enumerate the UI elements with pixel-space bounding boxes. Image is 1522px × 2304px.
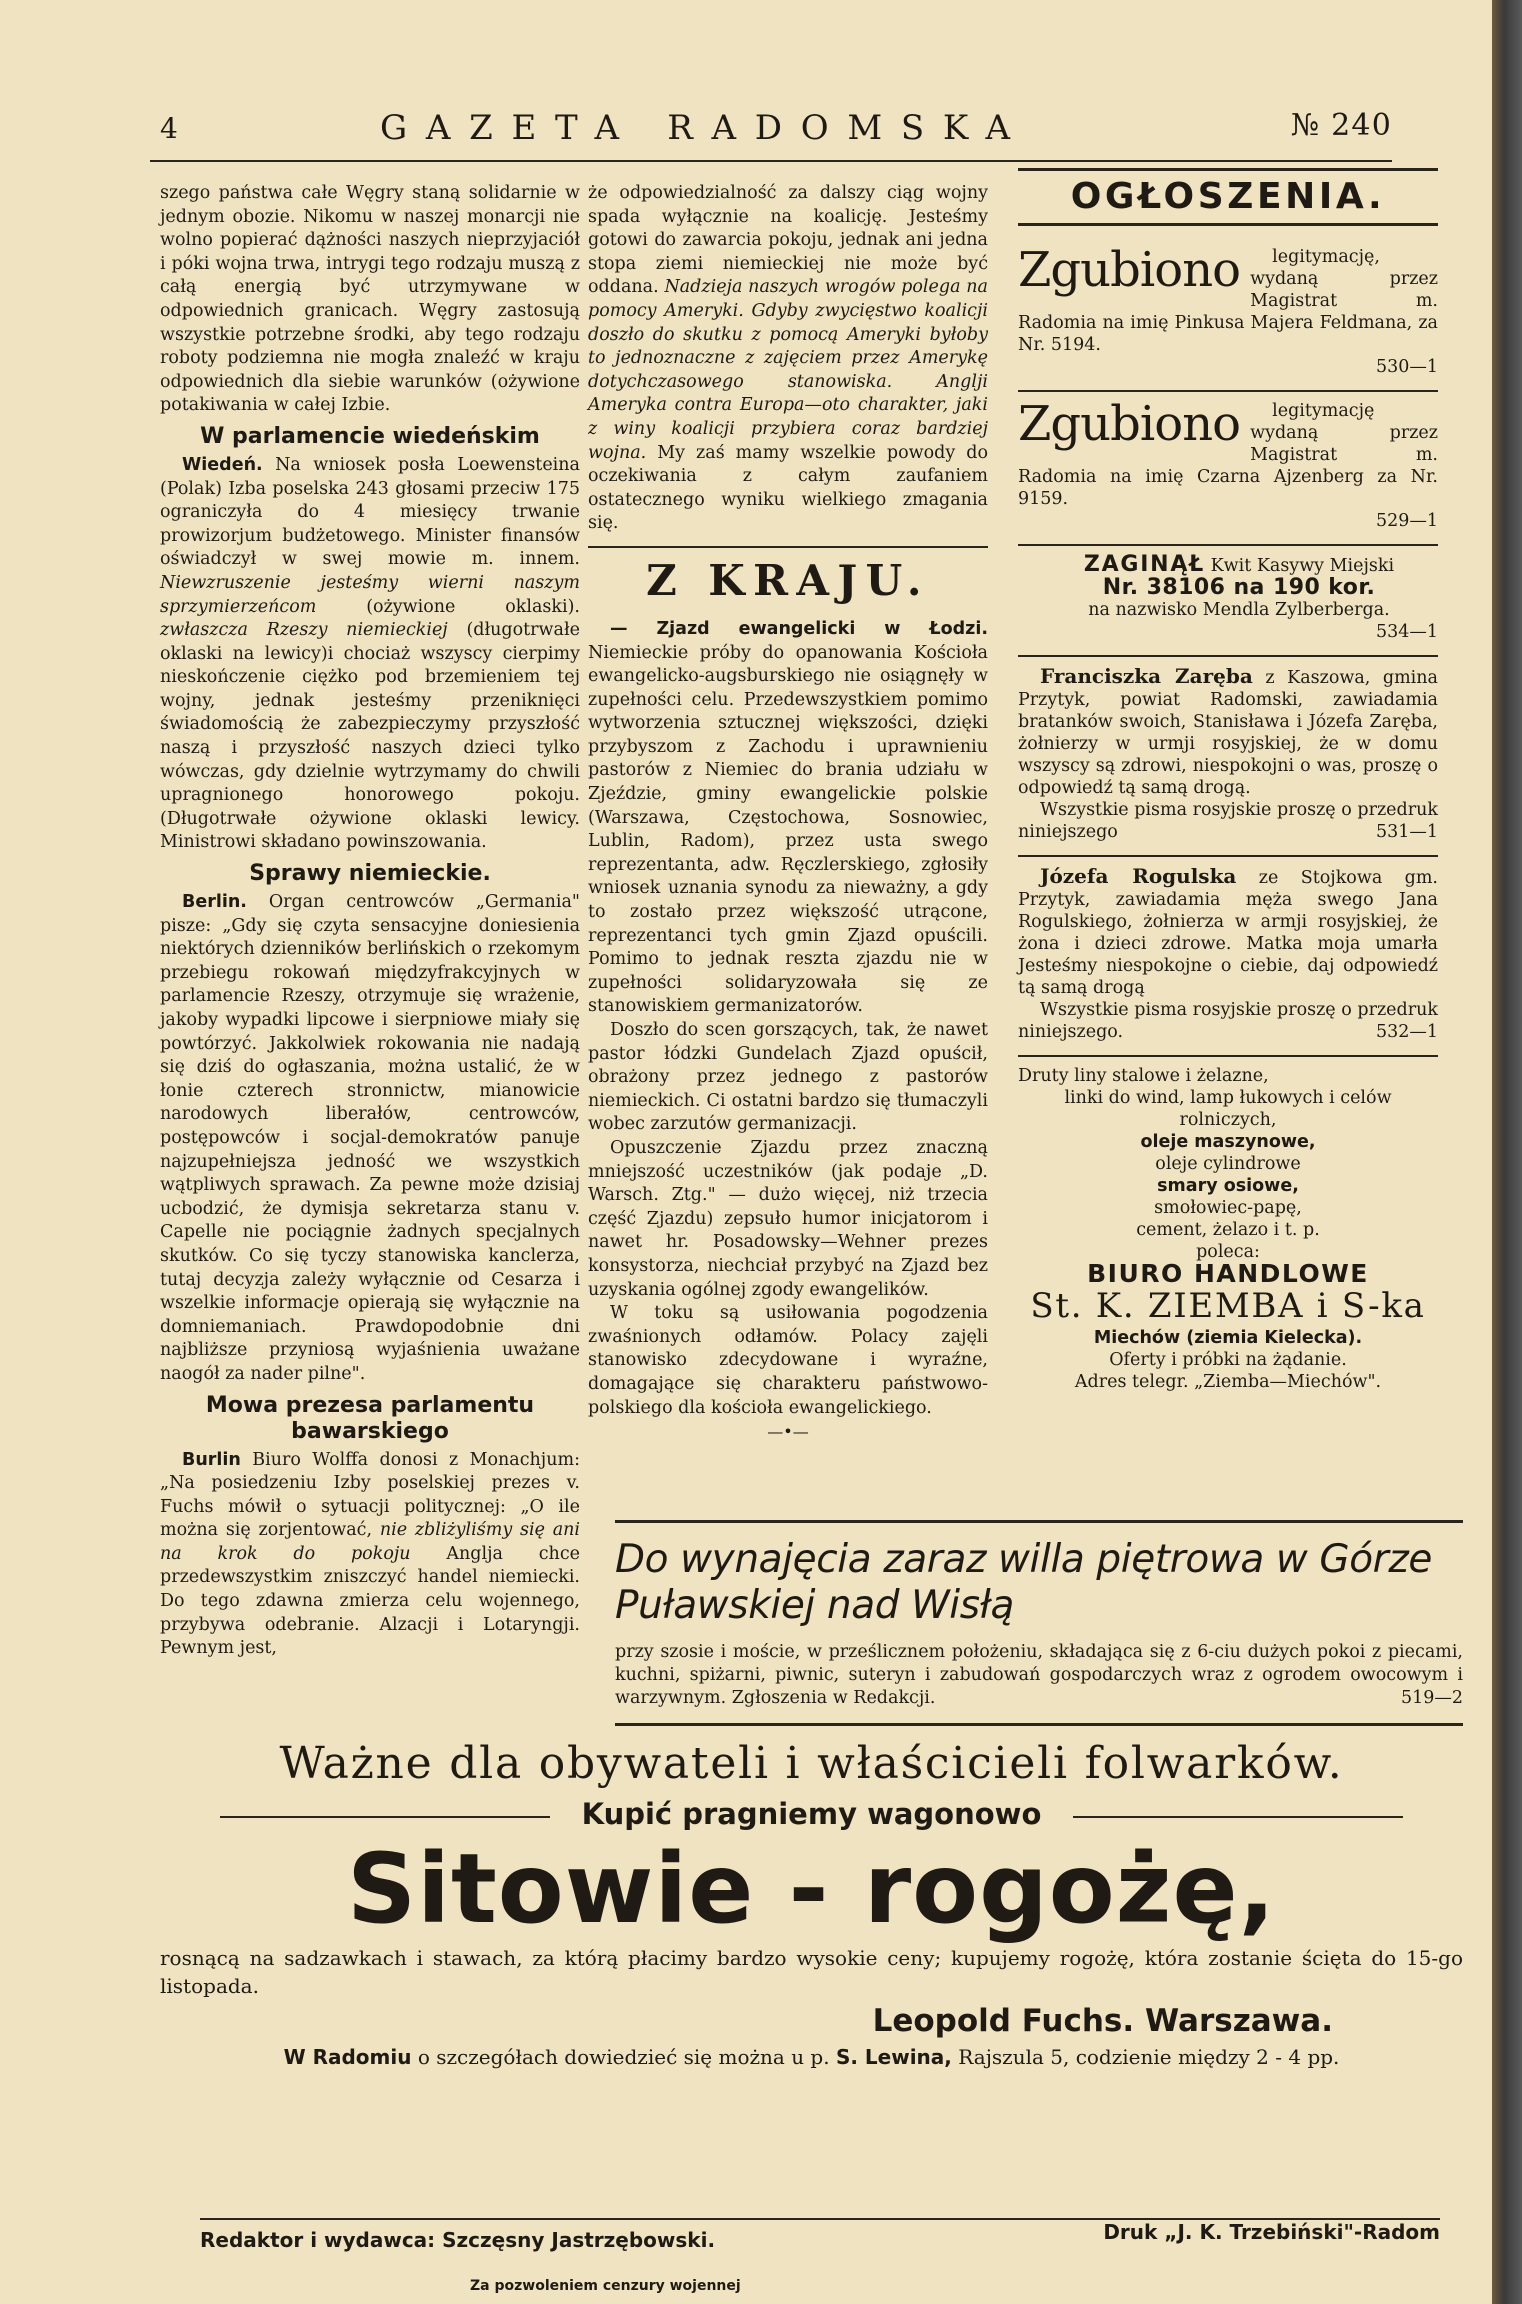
ad-family-notice-2: Józefa Rogulska ze Stojkowa gm. Przytyk, zawiadamia męża swego Jana Rogulskiego, żołnierza w armji rosyjskiej, że żona i dzieci zdrowe. Matka moja umarła Jesteśmy niespokojne o ciebie, daj odpowiedź tą samą drogą Wszystkie pisma rosyjskie proszę o przedruk niniejszego. 532—1 bbox=[1018, 857, 1438, 1057]
article-continuation: szego państwa całe Węgry staną solidarnie w jednym obozie. Nikomu w naszej monarcji nie wolno popierać dążności naszych nieprzyjaciół i póki wojna trwa, intrygi tego rodzaju muszą z całą energią być utrzymywane w odpowiednich granicach. Węgry zastosują wszystkie potrzebne środki, aby tego rodzaju roboty podziemna nie mogła znaleźć w kraju odpowiednich dla siebie warunków (ożywione potakiwania w całej Izbie. bbox=[160, 183, 580, 416]
section-title-parliament-vienna: W parlamencie wiedeńskim bbox=[200, 423, 540, 449]
ad-sitowie-headline: Sitowie - rogożę, bbox=[346, 1833, 1277, 1945]
article-paragraph: W toku są usiłowania pogodzenia zwaśnionych odłamów. Polacy zajęli stanowisko zdecydowane i wyraźne, domagające się charakteru państwowo-polskiego dla kościoła ewangelickiego. bbox=[588, 1303, 988, 1418]
printer-credit: Druk „J. K. Trzebiński"-Radom bbox=[1103, 2220, 1440, 2244]
ad-biuro-handlowe: Druty liny stalowe i żelazne, linki do wind, lamp łukowych i celów rolniczych, oleje maszynowe, oleje cylindrowe smary osiowe, smołowiec-papę, cement, żelazo i t. p. poleca: BIURO HANDLOWE St. K. ZIEMBA i S-ka Miechów (ziemia Kielecka). Oferty i próbki na żądanie. Adres telegr. „Ziemba—Miechów". bbox=[1018, 1057, 1438, 1405]
dateline: — Zjazd ewangelicki w Łodzi. bbox=[610, 618, 988, 639]
masthead: GAZETA RADOMSKA bbox=[380, 108, 1029, 148]
ad-firm-name: St. K. ZIEMBA i S-ka bbox=[1030, 1286, 1426, 1326]
ads-title: OGŁOSZENIA. bbox=[1018, 168, 1438, 226]
editor-credit: Redaktor i wydawca: Szczęsny Jastrzębowski. bbox=[200, 2228, 716, 2252]
ad-sitowie-header: Ważne dla obywateli i właścicieli folwarków. bbox=[279, 1738, 1344, 1789]
ad-villa-rental: Do wynajęcia zaraz willa piętrowa w Górze Puławskiej nad Wisłą przy szosie i moście, w prześlicznem położeniu, składająca się z 6-ciu dużych pokoi z piecami, kuchni, spiżarni, piwnic, suteryn i zabudowań gospodarczych wraz z ogrodem owocowym i warzywnym. Zgłoszenia w Redakcji. 519—2 bbox=[615, 1520, 1463, 1726]
ad-lost-document-2: Zgubiono legitymację wydaną przez Magistrat m. Radomia na imię Czarna Ajzenberg za Nr. 9159. 529—1 bbox=[1018, 392, 1438, 546]
ad-lost-document-1: Zgubiono legitymację, wydaną przez Magistrat m. Radomia na imię Pinkusa Majera Feldmana, za Nr. 5194. 530—1 bbox=[1018, 238, 1438, 392]
ad-headline: Zgubiono bbox=[1018, 242, 1241, 298]
end-mark: —•— bbox=[767, 1422, 809, 1442]
article-paragraph: Burlin Biuro Wolffa donosi z Monachjum: „Na posiedzeniu Izby poselskiej prezes v. Fuchs mówił o sytuacji politycznej: „O ile można się zorjentować, nie zbliżyliśmy się ani na krok do pokoju Anglja chce przedewszystkim zniszczyć handel niemiecki. Do tego zdawna zmierza celu wojennego, przybywa odebranie. Alzacji i Lotaryngji. Pewnym jest, bbox=[160, 1449, 580, 1659]
ad-lost-receipt: ZAGINĄŁ Kwit Kasywy Miejski Nr. 38106 na 190 kor. na nazwisko Mendla Zylberberga. 534—1 bbox=[1018, 546, 1438, 657]
page-number: 4 bbox=[160, 112, 182, 145]
censor-note: Za pozwoleniem cenzury wojennej bbox=[470, 2278, 741, 2294]
column-2 bbox=[588, 182, 988, 1444]
article-continuation: że odpowiedzialność za dalszy ciąg wojny spada wyłącznie na koalicję. Jesteśmy gotowi do zawarcia pokoju, jednak ani jedna stopa ziemi niemieckiej nie może być oddana. Nadzieja naszych wrogów polega na pomocy Ameryki. Gdyby zwycięstwo koalicji doszło do skutku z pomocą Ameryki byłoby to jednoznaczne z zajęciem przez Amerykę dotychczasowego stanowiska. Anglji Ameryka contra Europa—oto charakter, jaki z winy koalicji przybiera coraz bardziej wojna. My zaś mamy wszelkie powody do oczekiwania z całym zaufaniem ostatecznego wyniku wielkiego zmagania się. bbox=[588, 183, 988, 534]
section-title-german-affairs: Sprawy niemieckie. bbox=[249, 861, 491, 887]
article-paragraph: Opuszczenie Zjazdu przez znaczną mniejszość uczestników (jak podaje „D. Warsch. Ztg." — dużo więcej, niż trzecia część Zjazdu) zepsuło humor inicjatorom i nawet hr. Posadowsky—Wehner prezes konsystorza, niechciał przybyć na Zjazd bez uzyskania ogólnej zgody ewangelików. bbox=[588, 1137, 988, 1300]
dateline: Burlin bbox=[182, 1449, 241, 1470]
ad-sitowie-company: Leopold Fuchs. Warszawa. bbox=[872, 2003, 1333, 2039]
ad-headline: ZAGINĄŁ bbox=[1083, 552, 1205, 577]
ad-villa-headline: Do wynajęcia zaraz willa piętrowa w Górze Puławskiej nad Wisłą bbox=[615, 1537, 1433, 1628]
ad-number: 519—2 bbox=[1400, 1688, 1463, 1708]
ad-biuro-title: BIURO HANDLOWE bbox=[1087, 1259, 1369, 1288]
ad-number: 529—1 bbox=[1375, 511, 1438, 531]
ad-sitowie-contact: W Radomiu o szczegółach dowiedzieć się można u p. S. Lewina, Rajszula 5, codzienie między 2 - 4 pp. bbox=[283, 2045, 1340, 2069]
section-title-z-kraju: Z KRAJU. bbox=[646, 555, 930, 605]
book-spine bbox=[1492, 0, 1522, 2304]
column-3-ads bbox=[1018, 168, 1438, 1405]
dateline: Berlin. bbox=[182, 892, 247, 913]
ad-number: 534—1 bbox=[1375, 622, 1438, 642]
dateline: Wiedeń. bbox=[182, 454, 263, 475]
ad-family-notice-1: Franciszka Zaręba z Kaszowa, gmina Przytyk, powiat Radomski, zawiadamia bratanków swoich, Stanisława i Józefa Zaręba, żołnierzy w urmji rosyjskiej, że w domu wszyscy są zdrowi, niespokojni o was, proszę o odpowiedź tą samą drogą. Wszystkie pisma rosyjskie proszę o przedruk niniejszego 531—1 bbox=[1018, 657, 1438, 857]
header-rule bbox=[150, 160, 1392, 162]
article-paragraph: — Zjazd ewangelicki w Łodzi. Niemieckie próby do opanowania Kościoła ewangelicko-augsburskiego nie osiągnęły w zupełności celu. Przedewszystkiem pomimo wytworzenia sztucznej większości, dzięki przybyszom z Zachodu i uprawnieniu pastorów z Niemiec do brania udziału w Zjeździe, gminy ewangelickie polskie (Warszawa, Częstochowa, Sosnowiec, Lublin, Radom), przez usta swego reprezentanta, adw. Ręczlerskiego, zgłosiły wniosek uznania synodu za nieważny, a gdy to zostało przez większość utrącone, reprezentanci tych gmin Zjazd opuścili. Pomimo to jednak reszta zjazdu nie w zupełności solidaryzowała się ze stanowiskiem germanizatorów. bbox=[588, 618, 988, 1017]
ad-headline: Zgubiono bbox=[1018, 396, 1241, 452]
ad-number: 530—1 bbox=[1375, 357, 1438, 377]
issue-number: № 240 bbox=[1290, 108, 1392, 143]
article-paragraph: Berlin. Organ centrowców „Germania" pisze: „Gdy się czyta sensacyjne doniesienia niektórych dzienników berlińskich o rzekomym przebiegu rokowań międzyfrakcyjnych w parlamencie Rzeszy, otrzymuje się wrażenie, jakoby wypadki lipcowe i sierpniowe miały się powtórzyć. Jakkolwiek rokowania nie nadają się dziś do ogłaszania, można ustalić, że w łonie czterech stronnictw, mianowicie narodowych liberałów, centrowców, postępowców i socjal-demokratów panuje najzupełniejsza jedność we wszystkich wątpliwych sprawach. Za pewne może dzisiaj ucbodzić, że dymisja sekretarza stanu v. Capelle nie pociągnie żadnych specjalnych skutków. Co się tyczy stanowiska kanclerza, tutaj decyzja zależy wyłącznie od Cesarza i wszelkie informacje opierają się wyłącznie na domniemaniach. Prawdopodobnie dni najbliższe przyniosą wyjaśnienia uważane naogół za nader pilne". bbox=[160, 892, 580, 1384]
ad-sitowie-text: rosnącą na sadzawkach i stawach, za którą płacimy bardzo wysokie ceny; kupujemy rogożę, która zostanie ścięta do 15-go listopada. bbox=[160, 1946, 1463, 1998]
page-header bbox=[160, 108, 1392, 152]
ad-sitowie-subheader: Kupić pragniemy wagonowo bbox=[160, 1794, 1463, 1834]
ad-number: 532—1 bbox=[1375, 1022, 1438, 1042]
section-title-bavarian-speech: Mowa prezesa parlamentu bawarskiego bbox=[205, 1392, 535, 1444]
ad-name: Józefa Rogulska bbox=[1040, 864, 1237, 888]
article-paragraph: Wiedeń. Na wniosek posła Loewensteina (Polak) Izba poselska 243 głosami przeciw 175 ograniczyła do 4 miesięcy trwanie prowizorjum budżetowego. Minister finansów oświadczył w swej mowie m. innem. Niewzruszenie jesteśmy wierni naszym sprzymierzeńcom (ożywione oklaski). zwłaszcza Rzeszy niemieckiej (długotrwałe oklaski na lewicy)i chociaż wszyscy cierpimy nieskończenie ciężko pod brzemieniem tej wojny, jednak jesteśmy przeniknięci świadomością że zabezpieczymy przyszłość naszą i przyszłość naszych dzieci tylko wówczas, gdy dzielnie wytrzymamy do chwili upragnionego honorowego pokoju. (Długotrwałe ożywione oklaski lewicy. Ministrowi składano powinszowania. bbox=[160, 454, 580, 853]
ad-number: 531—1 bbox=[1375, 822, 1438, 842]
column-divider bbox=[588, 546, 988, 548]
ad-sitowie bbox=[160, 1722, 1463, 2072]
ad-name: Franciszka Zaręba bbox=[1040, 664, 1253, 688]
column-1 bbox=[160, 182, 580, 1661]
page-footer bbox=[200, 2218, 1440, 2252]
article-paragraph: Doszło do scen gorszących, tak, że nawet pastor łódzki Gundelach Zjazd opuścił, obrażony przez jednego z pastorów niemieckich. Ci ostatni bardzo się tłumaczyli wobec zarzutów germanizacji. bbox=[588, 1020, 988, 1135]
